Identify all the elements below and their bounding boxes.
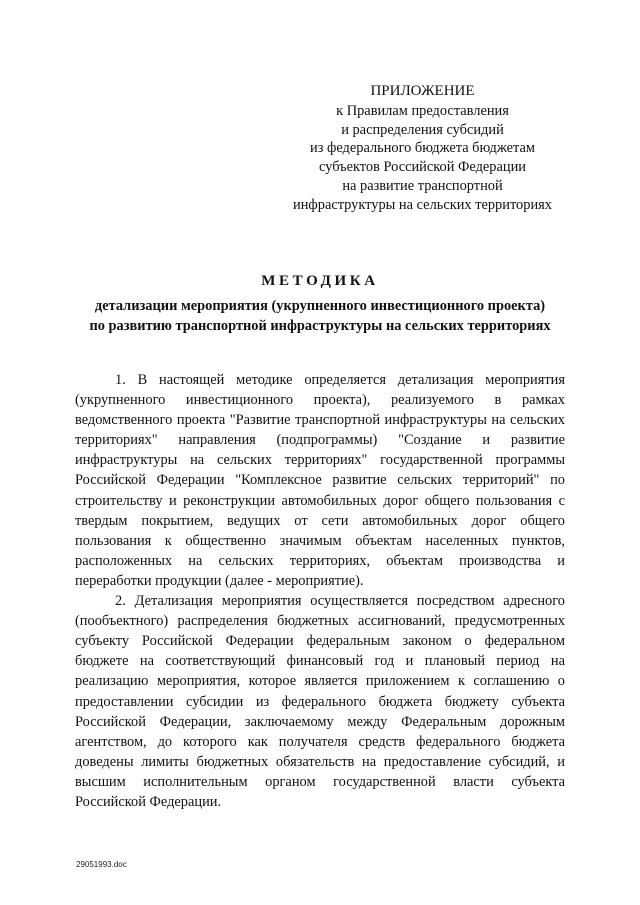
document-body: [75, 370, 565, 812]
appendix-line: инфраструктуры на сельских территориях: [293, 196, 552, 213]
footer-filename: 29051993.doc: [76, 860, 127, 869]
subtitle-line: детализации мероприятия (укрупненного инвестиционного проекта): [94, 298, 546, 314]
appendix-line: субъектов Российской Федерации: [319, 159, 526, 176]
appendix-block: [265, 82, 580, 215]
document-title: МЕТОДИКА: [261, 273, 379, 289]
appendix-line: из федерального бюджета бюджетам: [310, 140, 535, 157]
appendix-line: к Правилам предоставления: [336, 102, 509, 119]
appendix-heading: ПРИЛОЖЕНИЕ: [370, 83, 475, 99]
appendix-line: и распределения субсидий: [341, 121, 504, 138]
document-subtitle: [60, 297, 580, 336]
body-paragraph: 1. В настоящей методике определяется детализация мероприятия (укрупненного инвестиционного проекта), реализуемого в рамках ведомственного проекта "Развитие транспортной инфраструктуры на сельских территориях" направления (подпрограммы) "Создание и развитие инфраструктуры на сельских территориях" государственной программы Российской Федерации "Комплексное развитие сельских территорий" по строительству и реконструкции автомобильных дорог общего пользования с твердым покрытием, ведущих от сети автомобильных дорог общего пользования к общественно значимым объектам населенных пунктов, расположенных на сельских территориях, объектам производства и переработки продукции (далее - мероприятие).: [75, 372, 565, 589]
subtitle-line: по развитию транспортной инфраструктуры на сельских территориях: [89, 317, 551, 334]
appendix-line: на развитие транспортной: [342, 177, 503, 194]
body-paragraph: 2. Детализация мероприятия осуществляется посредством адресного (пообъектного) распределения бюджетных ассигнований, предусмотренных субъекту Российской Федерации федеральным законом о федеральном бюджете на соответствующий финансовый год и плановый период на реализацию мероприятия, которое является приложением к соглашению о предоставлении субсидии из федерального бюджета бюджету субъекта Российской Федерации, заключаемому между Федеральным дорожным агентством, до которого как получателя средств федерального бюджета доведены лимиты бюджетных обязательств на предоставление субсидий, и высшим исполнительным органом государственной власти субъекта Российской Федерации.: [75, 593, 565, 810]
